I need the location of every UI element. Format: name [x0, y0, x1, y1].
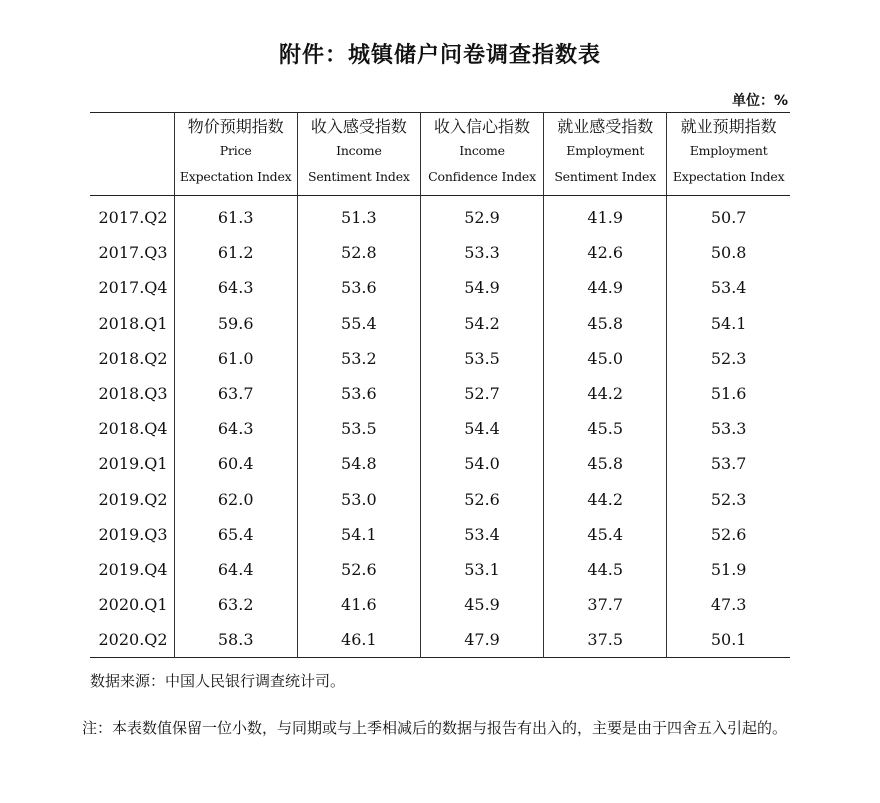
- header-zh: 物价预期指数: [187, 117, 284, 136]
- quarter-cell: 2018.Q2: [98, 348, 168, 368]
- value-cell: 53.5: [297, 411, 420, 446]
- header-quarter: [90, 113, 174, 196]
- header-en: Income: [459, 143, 505, 158]
- value-cell: 44.9: [544, 270, 667, 305]
- value-cell: 41.9: [544, 196, 667, 236]
- value-cell: 37.5: [544, 622, 667, 658]
- value-cell: 54.8: [297, 446, 420, 481]
- table-row: [90, 306, 790, 341]
- value-cell: 45.5: [544, 411, 667, 446]
- header-employment-expectation: [667, 113, 790, 196]
- table-row: [90, 235, 790, 270]
- value-cell: 54.1: [667, 306, 790, 341]
- header-en: Sentiment Index: [307, 169, 410, 184]
- quarter-cell: 2020.Q1: [98, 595, 168, 615]
- value-cell: 44.5: [544, 552, 667, 587]
- value-cell: 52.7: [420, 376, 543, 411]
- header-zh: 就业预期指数: [680, 117, 777, 136]
- value-cell: 53.1: [420, 552, 543, 587]
- value-cell: 52.9: [420, 196, 543, 236]
- header-en: Sentiment Index: [554, 169, 657, 184]
- value-cell: 53.4: [667, 270, 790, 305]
- value-cell: 50.1: [667, 622, 790, 658]
- quarter-cell: 2019.Q3: [98, 524, 168, 544]
- value-cell: 51.9: [667, 552, 790, 587]
- value-cell: 50.8: [667, 235, 790, 270]
- table-row: [90, 587, 790, 622]
- value-cell: 44.2: [544, 376, 667, 411]
- quarter-cell: 2017.Q2: [98, 208, 168, 228]
- value-cell: 45.8: [544, 306, 667, 341]
- value-cell: 52.3: [667, 341, 790, 376]
- value-cell: 53.6: [297, 376, 420, 411]
- value-cell: 65.4: [174, 517, 297, 552]
- header-price-expectation: [174, 113, 297, 196]
- value-cell: 45.4: [544, 517, 667, 552]
- quarter-cell: 2017.Q3: [98, 243, 168, 263]
- value-cell: 53.0: [297, 482, 420, 517]
- header-en: Employment: [689, 143, 768, 158]
- value-cell: 54.4: [420, 411, 543, 446]
- table-row: [90, 517, 790, 552]
- quarter-cell: 2019.Q2: [98, 489, 168, 509]
- value-cell: 53.6: [297, 270, 420, 305]
- value-cell: 59.6: [174, 306, 297, 341]
- value-cell: 62.0: [174, 482, 297, 517]
- header-zh: 收入信心指数: [434, 117, 531, 136]
- quarter-cell: 2018.Q1: [98, 313, 168, 333]
- quarter-cell: 2019.Q1: [98, 454, 168, 474]
- value-cell: 50.7: [667, 196, 790, 236]
- data-source: 数据来源：中国人民银行调查统计司。: [90, 672, 346, 690]
- table-row: [90, 622, 790, 658]
- header-en: Income: [336, 143, 382, 158]
- value-cell: 54.0: [420, 446, 543, 481]
- value-cell: 64.3: [174, 270, 297, 305]
- quarter-cell: 2020.Q2: [98, 630, 168, 650]
- value-cell: 52.3: [667, 482, 790, 517]
- value-cell: 63.2: [174, 587, 297, 622]
- value-cell: 53.7: [667, 446, 790, 481]
- value-cell: 45.0: [544, 341, 667, 376]
- quarter-cell: 2018.Q4: [98, 419, 168, 439]
- value-cell: 54.1: [297, 517, 420, 552]
- table-row: [90, 341, 790, 376]
- value-cell: 45.9: [420, 587, 543, 622]
- table-row: [90, 552, 790, 587]
- value-cell: 47.9: [420, 622, 543, 658]
- value-cell: 53.2: [297, 341, 420, 376]
- value-cell: 52.6: [667, 517, 790, 552]
- value-cell: 58.3: [174, 622, 297, 658]
- header-income-sentiment: [297, 113, 420, 196]
- value-cell: 41.6: [297, 587, 420, 622]
- value-cell: 52.8: [297, 235, 420, 270]
- value-cell: 64.4: [174, 552, 297, 587]
- value-cell: 53.3: [667, 411, 790, 446]
- value-cell: 52.6: [297, 552, 420, 587]
- value-cell: 53.4: [420, 517, 543, 552]
- value-cell: 45.8: [544, 446, 667, 481]
- header-zh: 收入感受指数: [310, 117, 407, 136]
- value-cell: 61.2: [174, 235, 297, 270]
- footnote: 注：本表数值保留一位小数，与同期或与上季相减后的数据与报告有出入的，主要是由于四舍五入引起的。: [82, 719, 788, 737]
- table-row: [90, 196, 790, 236]
- header-employment-sentiment: [544, 113, 667, 196]
- value-cell: 64.3: [174, 411, 297, 446]
- unit-label: 单位：%: [731, 93, 788, 109]
- value-cell: 60.4: [174, 446, 297, 481]
- header-zh: 就业感受指数: [557, 117, 654, 136]
- table-row: [90, 411, 790, 446]
- quarter-cell: 2019.Q4: [98, 559, 168, 579]
- header-en: Employment: [566, 143, 645, 158]
- value-cell: 52.6: [420, 482, 543, 517]
- header-income-confidence: [420, 113, 543, 196]
- header-en: Confidence Index: [428, 169, 536, 184]
- value-cell: 63.7: [174, 376, 297, 411]
- value-cell: 54.9: [420, 270, 543, 305]
- table-row: [90, 376, 790, 411]
- index-table: [90, 112, 790, 658]
- value-cell: 37.7: [544, 587, 667, 622]
- table-header-row: [90, 113, 790, 196]
- value-cell: 44.2: [544, 482, 667, 517]
- header-en: Price: [219, 143, 252, 158]
- header-en: Expectation Index: [179, 169, 292, 184]
- value-cell: 47.3: [667, 587, 790, 622]
- value-cell: 51.3: [297, 196, 420, 236]
- page-title: 附件：城镇储户问卷调查指数表: [278, 43, 601, 68]
- quarter-cell: 2018.Q3: [98, 384, 168, 404]
- quarter-cell: 2017.Q4: [98, 278, 168, 298]
- table-row: [90, 482, 790, 517]
- value-cell: 61.0: [174, 341, 297, 376]
- value-cell: 61.3: [174, 196, 297, 236]
- value-cell: 51.6: [667, 376, 790, 411]
- header-en: Expectation Index: [672, 169, 785, 184]
- table-row: [90, 446, 790, 481]
- value-cell: 54.2: [420, 306, 543, 341]
- value-cell: 53.3: [420, 235, 543, 270]
- value-cell: 42.6: [544, 235, 667, 270]
- value-cell: 46.1: [297, 622, 420, 658]
- value-cell: 55.4: [297, 306, 420, 341]
- table-row: [90, 270, 790, 305]
- value-cell: 53.5: [420, 341, 543, 376]
